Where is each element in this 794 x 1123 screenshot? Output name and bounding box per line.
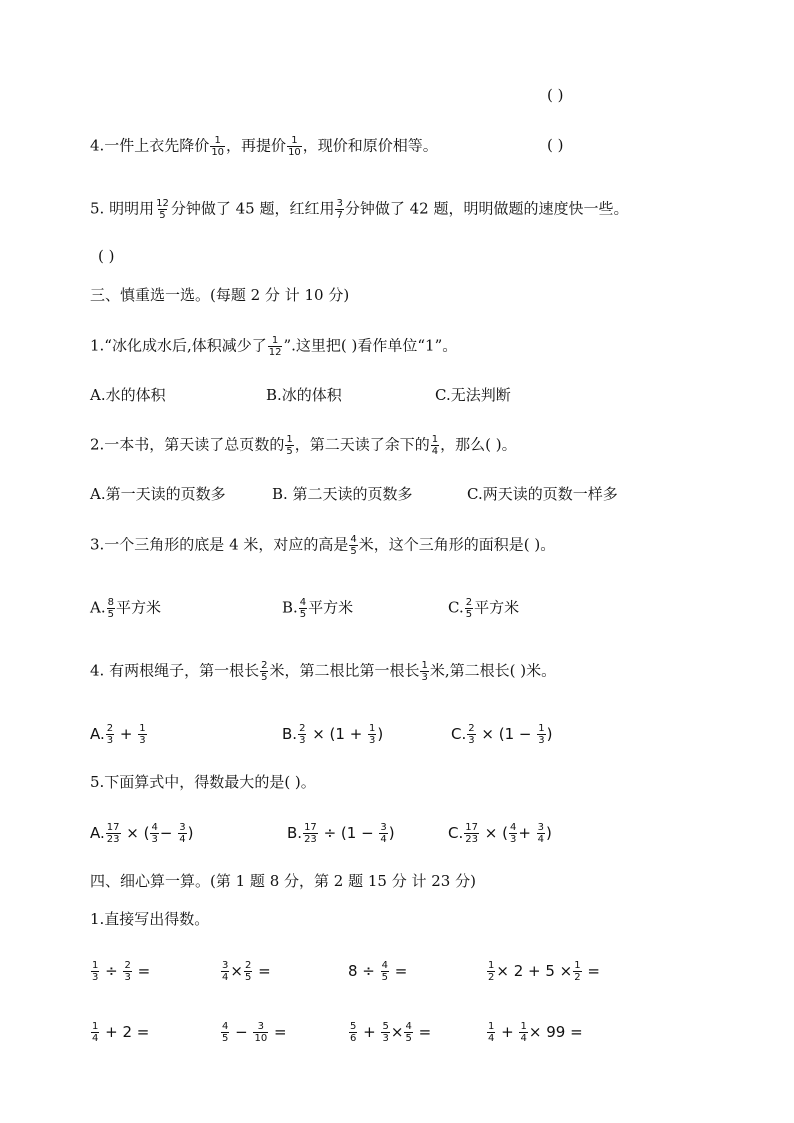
- fraction: $\frac{2}{5}$: [261, 660, 268, 683]
- subsection-direct-calc: 1.直接写出得数。: [90, 910, 210, 928]
- option-c: C. $\frac{2}{5}$ 平方米: [448, 597, 520, 620]
- option-c: C. $\frac{17}{23}$ × ( $\frac{4}{3}$ + $\frac{3}{4}$ ): [448, 822, 552, 845]
- option-c: C. $\frac{2}{3}$ × (1 − $\frac{1}{3}$ ): [451, 723, 553, 746]
- option-b: B. $\frac{17}{23}$ ÷ (1 − $\frac{3}{4}$ ): [287, 822, 395, 845]
- equation-1: $\frac{1}{3}$ ÷ $\frac{2}{3}$ =: [92, 960, 151, 983]
- fraction: $\frac{1}{3}$: [421, 660, 428, 683]
- answer-paren-q3: ( ): [547, 86, 564, 104]
- answer-paren-q5: ( ): [98, 247, 115, 265]
- equation-6: $\frac{4}{5}$ − $\frac{3}{10}$ =: [222, 1021, 287, 1044]
- judge-q5: 5. 明明用 $\frac{12}{5}$ 分钟做了 45 题，红红用 $\frac{3}{7}$ 分钟做了 42 题，明明做题的速度快一些。: [90, 198, 629, 221]
- choice-q3: 3.一个三角形的底是 4 米，对应的高是 $\frac{4}{5}$ 米，这个三角形的面积是( )。: [90, 534, 556, 557]
- equation-3: 8 ÷ $\frac{4}{5}$ =: [348, 960, 408, 983]
- section3-title: 三、慎重选一选。(每题 2 分 计 10 分): [90, 286, 350, 304]
- section4-title: 四、细心算一算。(第 1 题 8 分，第 2 题 15 分 计 23 分): [90, 872, 476, 890]
- option-c: C.无法判断: [435, 386, 511, 404]
- fraction: $\frac{8}{5}$: [107, 597, 114, 620]
- equation-2: $\frac{3}{4}$ × $\frac{2}{5}$ =: [222, 960, 271, 983]
- fraction: $\frac{4}{5}$: [299, 597, 307, 620]
- option-b: B. 第二天读的页数多: [272, 485, 413, 503]
- equation-4: $\frac{1}{2}$ × 2 + 5 × $\frac{1}{2}$ =: [488, 960, 600, 983]
- choice-q2: 2.一本书，第天读了总页数的 $\frac{1}{5}$ ，第二天读了余下的 $\frac{1}{4}$ ，那么( )。: [90, 434, 517, 457]
- fraction: $\frac{1}{10}$: [288, 135, 301, 158]
- fraction: $\frac{1}{10}$: [211, 135, 225, 158]
- option-b: B.冰的体积: [266, 386, 342, 404]
- equation-8: $\frac{1}{4}$ + $\frac{1}{4}$ × 99 =: [488, 1021, 583, 1044]
- fraction: $\frac{1}{12}$: [268, 335, 282, 358]
- choice-q1: 1.“冰化成水后,体积减少了 $\frac{1}{12}$ ”.这里把( )看作单位“1”。: [90, 335, 458, 358]
- fraction: $\frac{4}{5}$: [350, 534, 357, 557]
- option-b: B. $\frac{2}{3}$ × (1 + $\frac{1}{3}$ ): [282, 723, 384, 746]
- option-a: A. $\frac{8}{5}$ 平方米: [90, 597, 161, 620]
- option-c: C.两天读的页数一样多: [467, 485, 618, 503]
- option-a: A.水的体积: [90, 386, 166, 404]
- option-a: A. $\frac{17}{23}$ × ( $\frac{4}{3}$ − $\frac{3}{4}$ ): [90, 822, 194, 845]
- equation-5: $\frac{1}{4}$ + 2 =: [92, 1021, 150, 1044]
- option-b: B. $\frac{4}{5}$ 平方米: [282, 597, 354, 620]
- choice-q5: 5.下面算式中，得数最大的是( )。: [90, 773, 316, 791]
- fraction: $\frac{2}{5}$: [465, 597, 473, 620]
- answer-paren-q4: ( ): [547, 136, 564, 154]
- fraction: $\frac{1}{4}$: [431, 434, 439, 457]
- equation-7: $\frac{5}{6}$ + $\frac{5}{3}$ × $\frac{4}{5}$ =: [350, 1021, 432, 1044]
- option-a: A.第一天读的页数多: [90, 485, 226, 503]
- fraction: $\frac{12}{5}$: [156, 198, 169, 221]
- choice-q4: 4. 有两根绳子，第一根长 $\frac{2}{5}$ 米，第二根比第一根长 $\frac{1}{3}$ 米,第二根长( )米。: [90, 660, 557, 683]
- judge-q4: 4.一件上衣先降价 $\frac{1}{10}$ ，再提价 $\frac{1}{10}$ ，现价和原价相等。: [90, 135, 438, 158]
- option-a: A. $\frac{2}{3}$ + $\frac{1}{3}$: [90, 723, 146, 746]
- fraction: $\frac{1}{5}$: [286, 434, 293, 457]
- fraction: $\frac{3}{7}$: [336, 198, 343, 221]
